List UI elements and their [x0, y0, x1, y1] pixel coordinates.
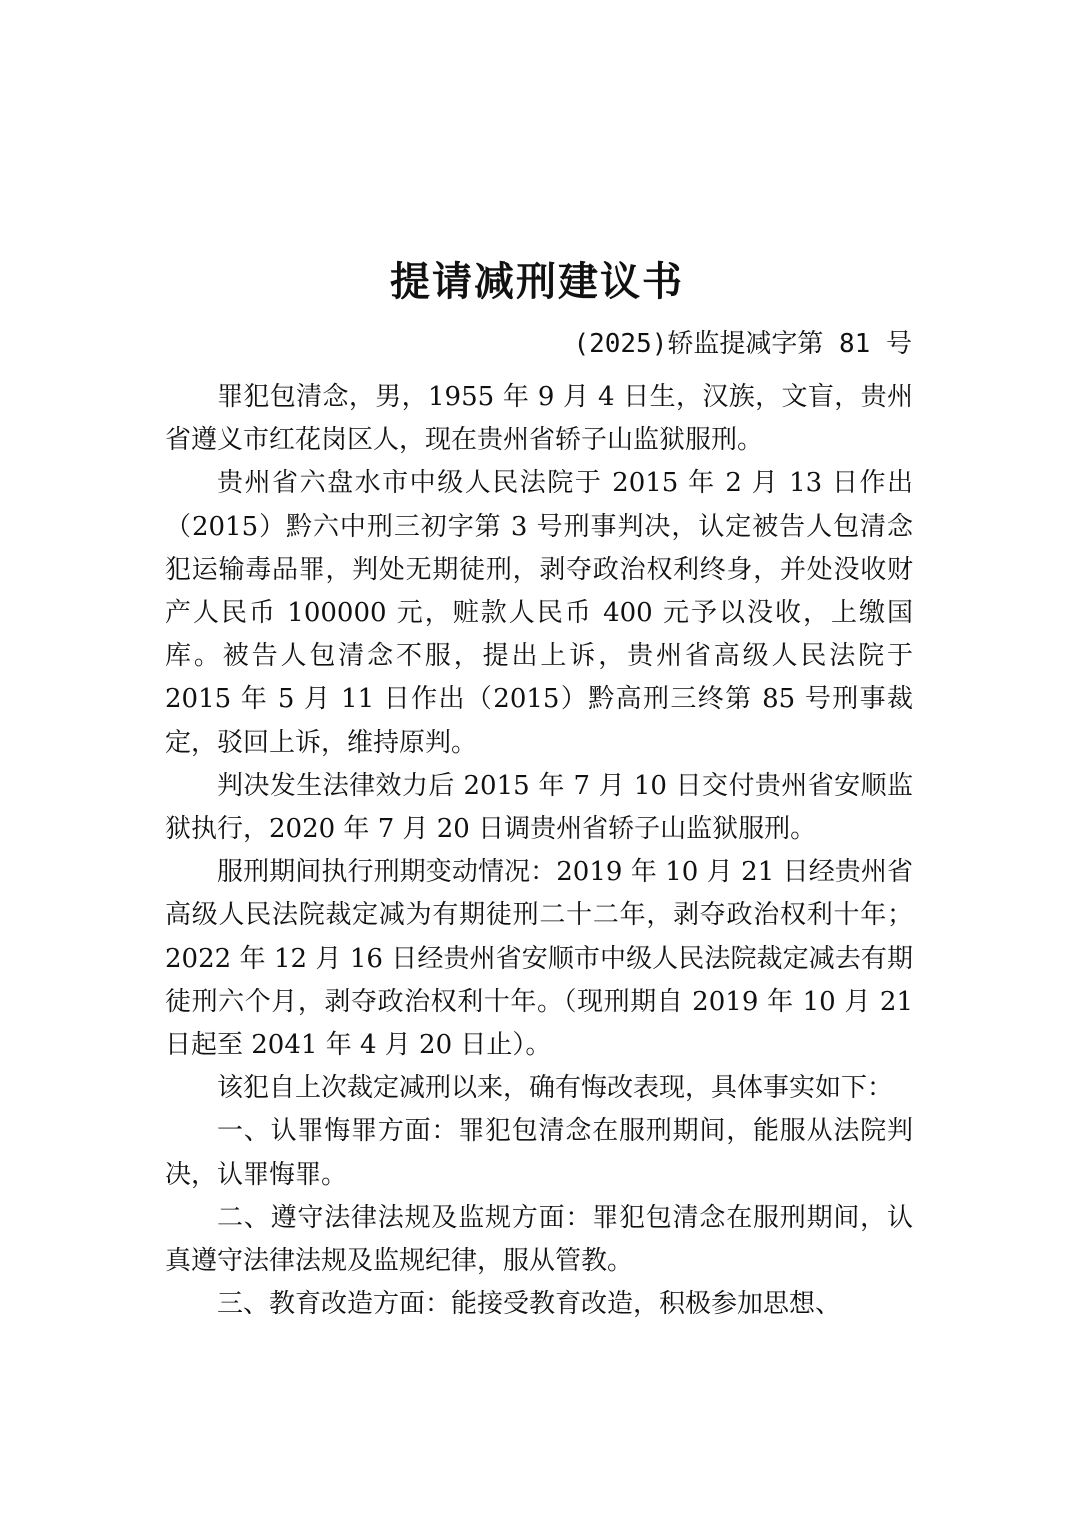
paragraph-convict-info: 罪犯包清念，男，1955 年 9 月 4 日生，汉族，文盲，贵州省遵义市红花岗区人，现在贵州省轿子山监狱服刑。	[165, 382, 913, 456]
paragraph-compliance: 二、遵守法律法规及监规方面：罪犯包清念在服刑期间，认真遵守法律法规及监规纪律，服从管教。	[165, 1202, 913, 1277]
paragraph-education: 三、教育改造方面：能接受教育改造，积极参加思想、	[217, 1289, 842, 1320]
paragraph-execution: 判决发生法律效力后 2015 年 7 月 10 日交付贵州省安顺监狱执行，2020 年 7 月 20 日调贵州省轿子山监狱服刑。	[165, 770, 913, 845]
document-title: 提请减刑建议书	[390, 258, 684, 305]
document-number: (2025)轿监提减字第 81 号	[573, 329, 912, 359]
paragraph-facts-intro: 该犯自上次裁定减刑以来，确有悔改表现，具体事实如下：	[217, 1073, 894, 1104]
document-body	[165, 376, 913, 1326]
paragraph-repentance: 一、认罪悔罪方面：罪犯包清念在服刑期间，能服从法院判决，认罪悔罪。	[165, 1116, 913, 1190]
paragraph-original-judgment: 贵州省六盘水市中级人民法院于 2015 年 2 月 13 日作出（2015）黔六中刑三初字第 3 号刑事判决，认定被告人包清念犯运输毒品罪，判处无期徒刑，剥夺政治权利终身，并处没收财产人民币 100000 元，赃款人民币 400 元予以没收，上缴国库。被告人包清念不服，提出上诉，贵州省高级人民法院于 2015 年 5 月 11 日作出（2015）黔高刑三终第 85 号刑事裁定，驳回上诉，维持原判。	[165, 468, 913, 758]
paragraph-sentence-changes: 服刑期间执行刑期变动情况：2019 年 10 月 21 日经贵州省高级人民法院裁定减为有期徒刑二十二年，剥夺政治权利十年；2022 年 12 月 16 日经贵州省安顺市中级人民法院裁定减去有期徒刑六个月，剥夺政治权利十年。（现刑期自 2019 年 10 月 21 日起至 2041 年 4 月 20 日止）。	[165, 857, 913, 1061]
